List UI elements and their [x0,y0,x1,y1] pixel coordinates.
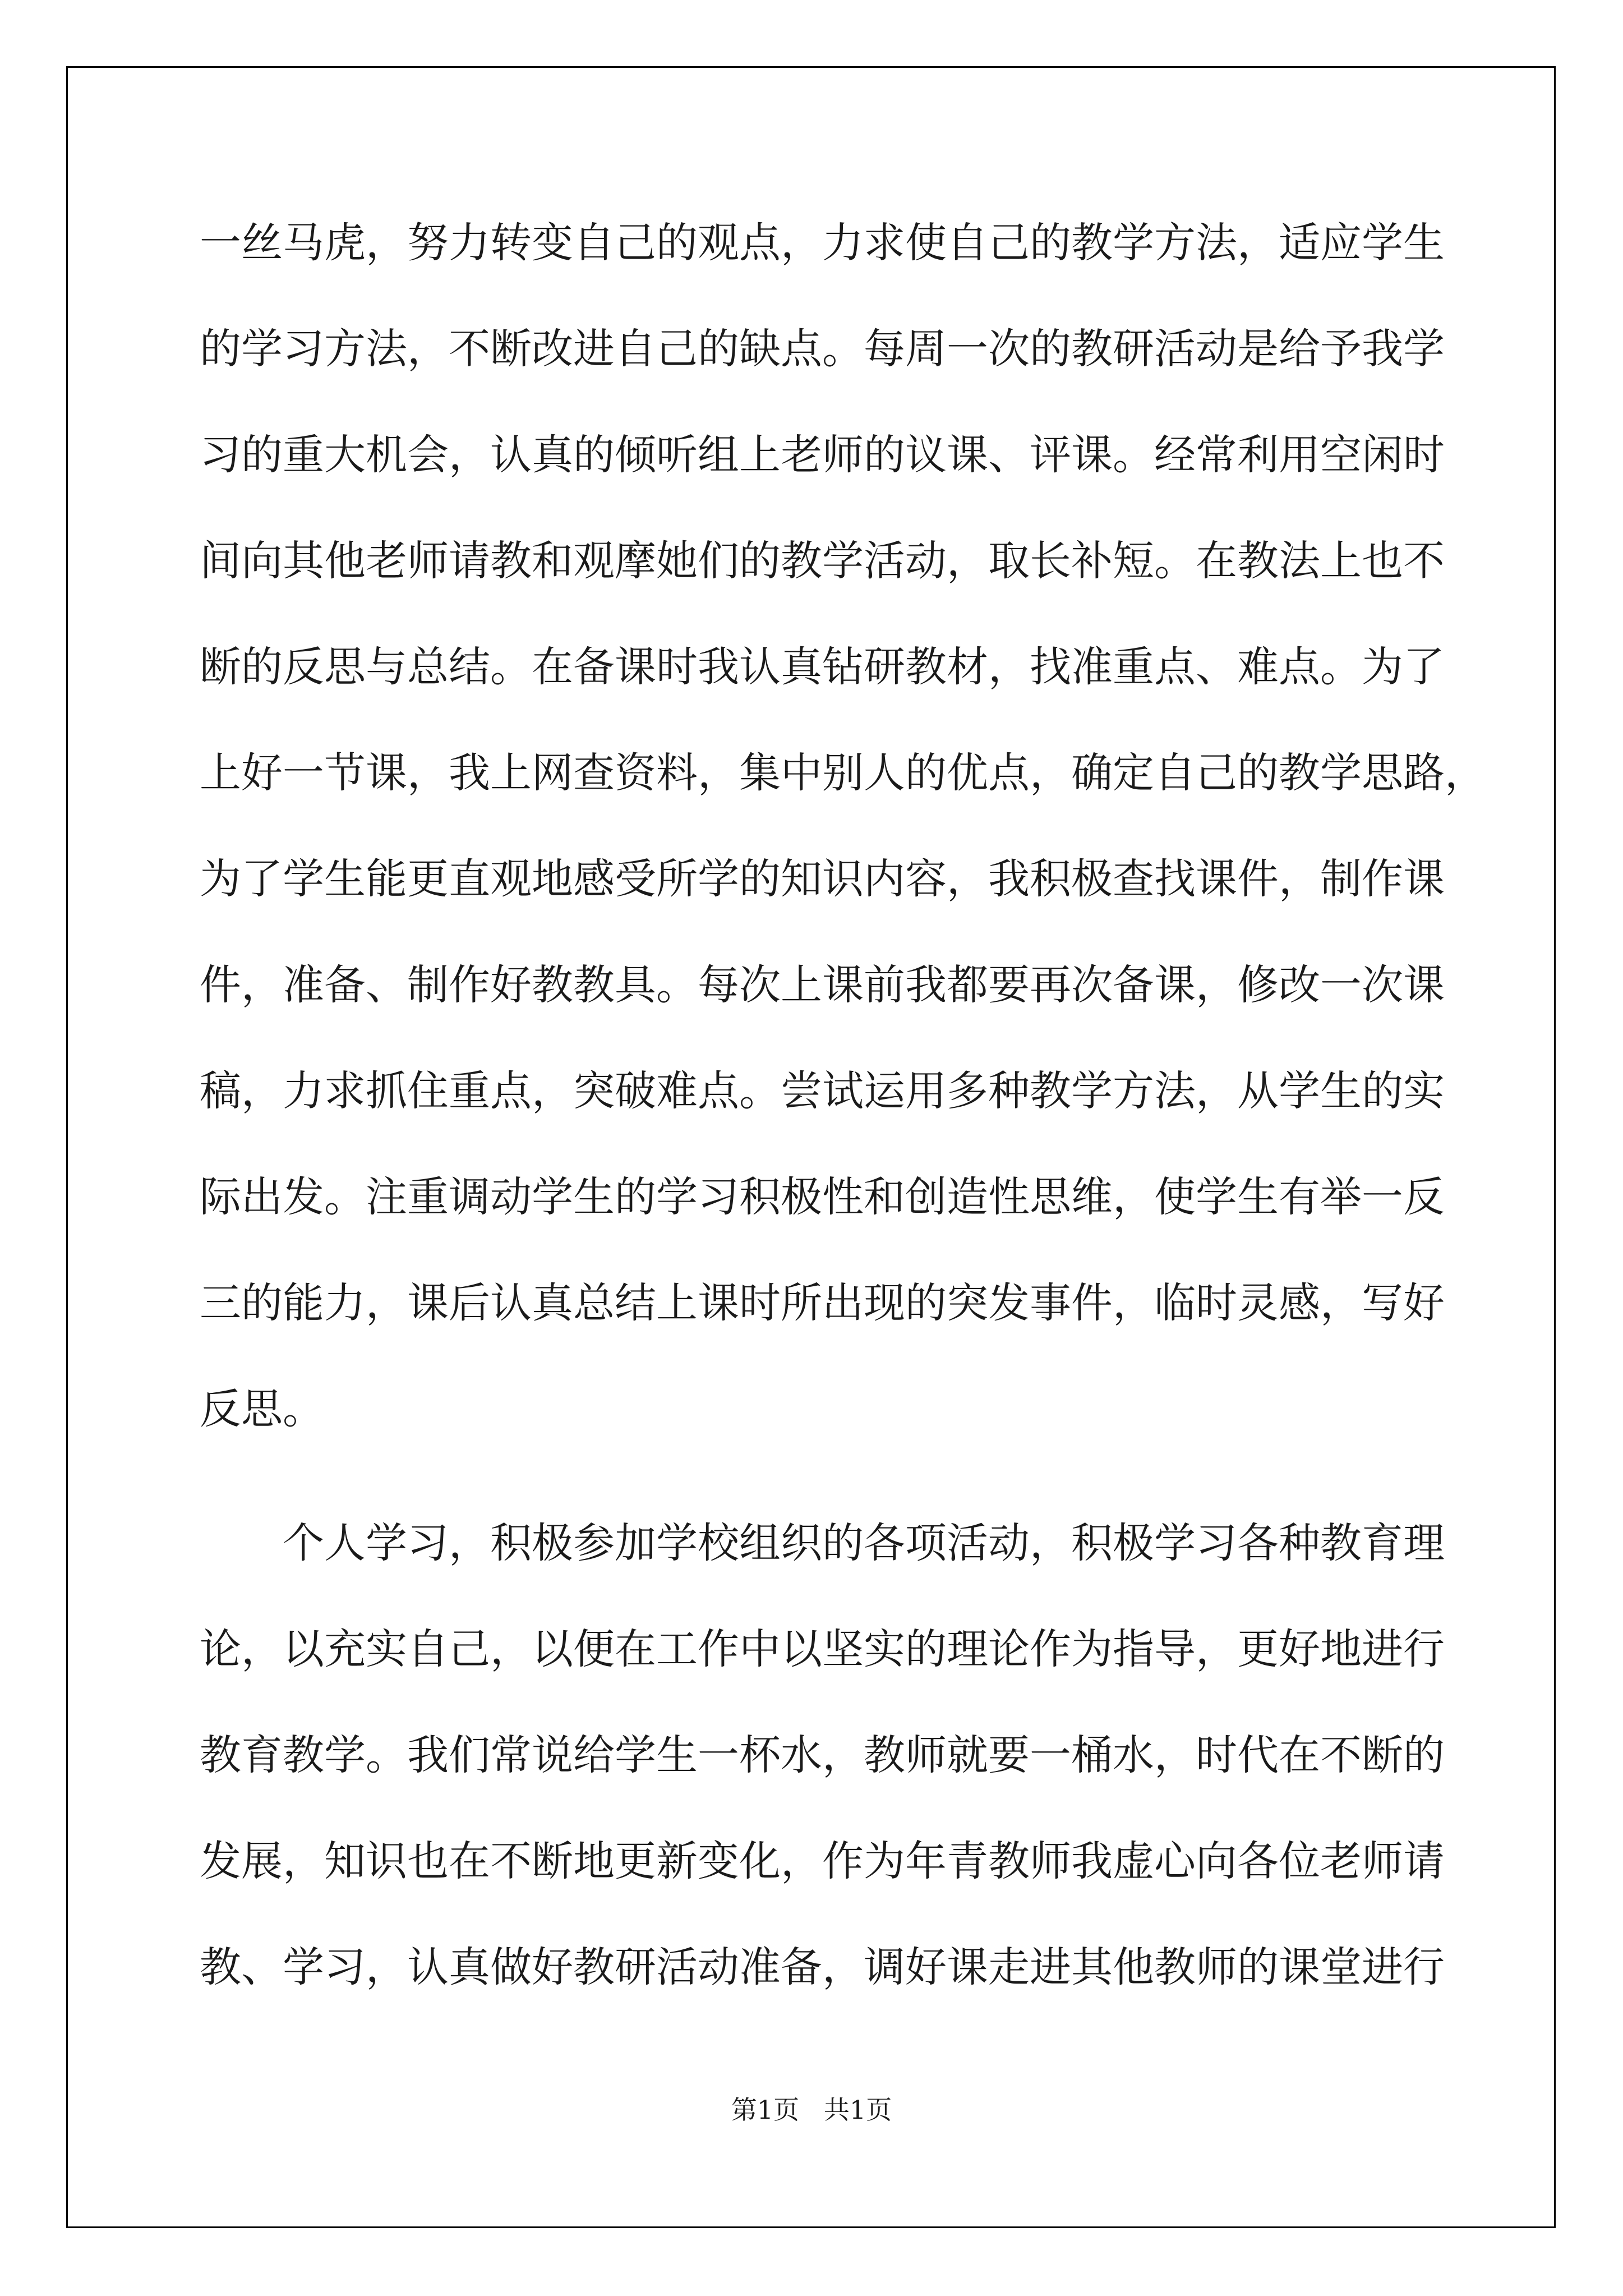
text-line: 一丝马虎，努力转变自己的观点，力求使自己的教学方法，适应学生 [200,219,1445,267]
text-line: 为了学生能更直观地感受所学的知识内容，我积极查找课件，制作课 [200,855,1445,903]
text-line: 论，以充实自己，以便在工作中以坚实的理论作为指导，更好地进行 [200,1625,1445,1673]
page-number-footer: 第1页 共1页 [731,2095,892,2125]
text-line: 发展，知识也在不断地更新变化，作为年青教师我虚心向各位老师请 [200,1837,1445,1885]
text-line: 上好一节课，我上网查资料，集中别人的优点，确定自己的教学思路， [200,749,1486,797]
text-line: 的学习方法，不断改进自己的缺点。每周一次的教研活动是给予我学 [200,325,1445,373]
text-line: 反思。 [200,1385,324,1433]
paragraph-first-line: 个人学习，积极参加学校组织的各项活动，积极学习各种教育理 [283,1519,1445,1567]
text-line: 教、学习，认真做好教研活动准备，调好课走进其他教师的课堂进行 [200,1943,1445,1991]
text-line: 间向其他老师请教和观摩她们的教学活动，取长补短。在教法上也不 [200,537,1445,585]
text-line: 断的反思与总结。在备课时我认真钻研教材，找准重点、难点。为了 [200,643,1445,691]
page-border [66,66,1556,2228]
text-line: 件，准备、制作好教教具。每次上课前我都要再次备课，修改一次课 [200,961,1445,1009]
text-line: 三的能力，课后认真总结上课时所出现的突发事件，临时灵感，写好 [200,1279,1445,1327]
text-line: 际出发。注重调动学生的学习积极性和创造性思维，使学生有举一反 [200,1173,1445,1221]
text-line: 教育教学。我们常说给学生一杯水，教师就要一桶水，时代在不断的 [200,1731,1445,1779]
text-line: 稿，力求抓住重点，突破难点。尝试运用多种教学方法，从学生的实 [200,1067,1445,1115]
text-line: 习的重大机会，认真的倾听组上老师的议课、评课。经常利用空闲时 [200,431,1445,479]
